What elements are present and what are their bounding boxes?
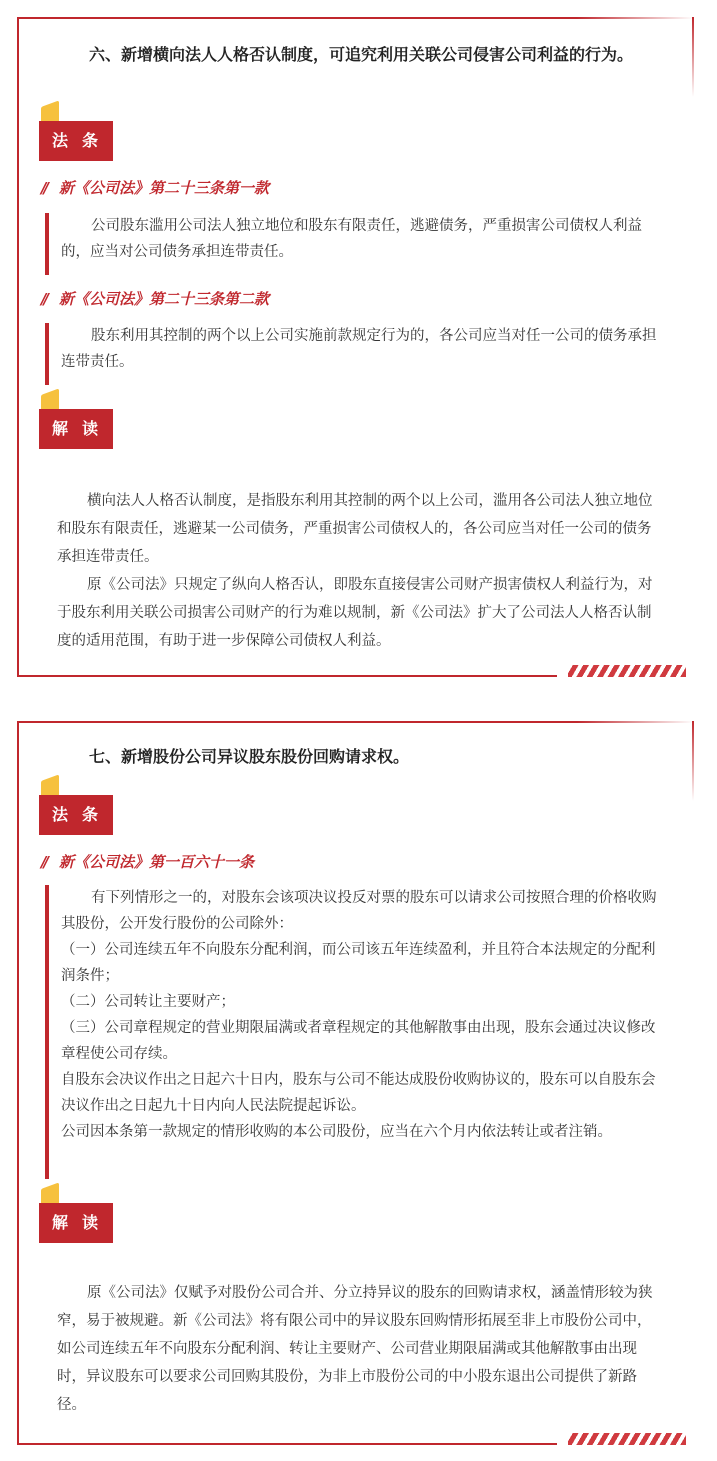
stripe-decoration [568, 1433, 686, 1445]
law-tag-label: 法条 [39, 121, 113, 161]
section-heading: 七、新增股份公司异议股东股份回购请求权。 [89, 747, 410, 766]
article-title: // 新《公司法》第二十三条第一款 [41, 179, 270, 197]
interpretation-tag [39, 395, 113, 441]
article-title: // 新《公司法》第一百六十一条 [41, 853, 255, 871]
interpretation-tag-label: 解读 [39, 1203, 113, 1243]
frame-border [17, 721, 19, 1445]
interpretation-body: 原《公司法》仅赋予对股份公司合并、分立持异议的股东的回购请求权，涵盖情形较为狭窄，易于被规避。新《公司法》将有限公司中的异议股东回购情形拓展至非上市股份公司中，如公司连续五年不向股东分配利润、转让主要财产、公司营业期限届满或其他解散事由出现时，异议股东可以要求公司回购其股份，为非上市股份公司的中小股东退出公司提供了新路径。 [57, 1285, 653, 1413]
law-tag [39, 107, 113, 153]
law-tag [39, 781, 113, 827]
article-quote: 有下列情形之一的，对股东会该项决议投反对票的股东可以请求公司按照合理的价格收购其股份，公开发行股份的公司除外： （一）公司连续五年不向股东分配利润，而公司该五年连续盈利，并且符合本法规定的分配利润条件； （二）公司转让主要财产； （三）公司章程规定的营业期限届满或者章程规定的其他解散事由出现，股东会通过决议修改章程使公司存续。 自股东会决议作出之日起六十日内，股东与公司不能达成股份收购协议的，股东可以自股东会决议作出之日起九十日内向人民法院提起诉讼。 公司因本条第一款规定的情形收购的本公司股份，应当在六个月内依法转让或者注销。 [51, 885, 659, 1179]
article-quote: 股东利用其控制的两个以上公司实施前款规定行为的，各公司应当对任一公司的债务承担连带责任。 [51, 323, 659, 385]
law-tag-label: 法条 [39, 795, 113, 835]
section-7 [17, 721, 694, 1445]
frame-border [17, 17, 19, 677]
double-slash-icon: // [41, 290, 46, 308]
article-title: // 新《公司法》第二十三条第二款 [41, 290, 270, 308]
section-6 [17, 17, 694, 677]
double-slash-icon: // [41, 179, 46, 197]
double-slash-icon: // [41, 853, 46, 871]
interpretation-tag-label: 解读 [39, 409, 113, 449]
section-heading: 六、新增横向法人人格否认制度，可追究利用关联公司侵害公司利益的行为。 [89, 45, 634, 64]
stripe-decoration [568, 665, 686, 677]
interpretation-body: 横向法人人格否认制度，是指股东利用其控制的两个以上公司，滥用各公司法人独立地位和股东有限责任，逃避某一公司债务，严重损害公司债权人的，各公司应当对任一公司的债务承担连带责任。 原《公司法》只规定了纵向人格否认，即股东直接侵害公司财产损害债权人利益行为，对于股东利用关联公司损害公司财产的行为难以规制，新《公司法》扩大了公司法人人格否认制度的适用范围，有助于进一步保障公司债权人利益。 [57, 493, 653, 649]
article-quote: 公司股东滥用公司法人独立地位和股东有限责任，逃避债务，严重损害公司债权人利益的，应当对公司债务承担连带责任。 [51, 213, 659, 275]
interpretation-tag [39, 1189, 113, 1235]
